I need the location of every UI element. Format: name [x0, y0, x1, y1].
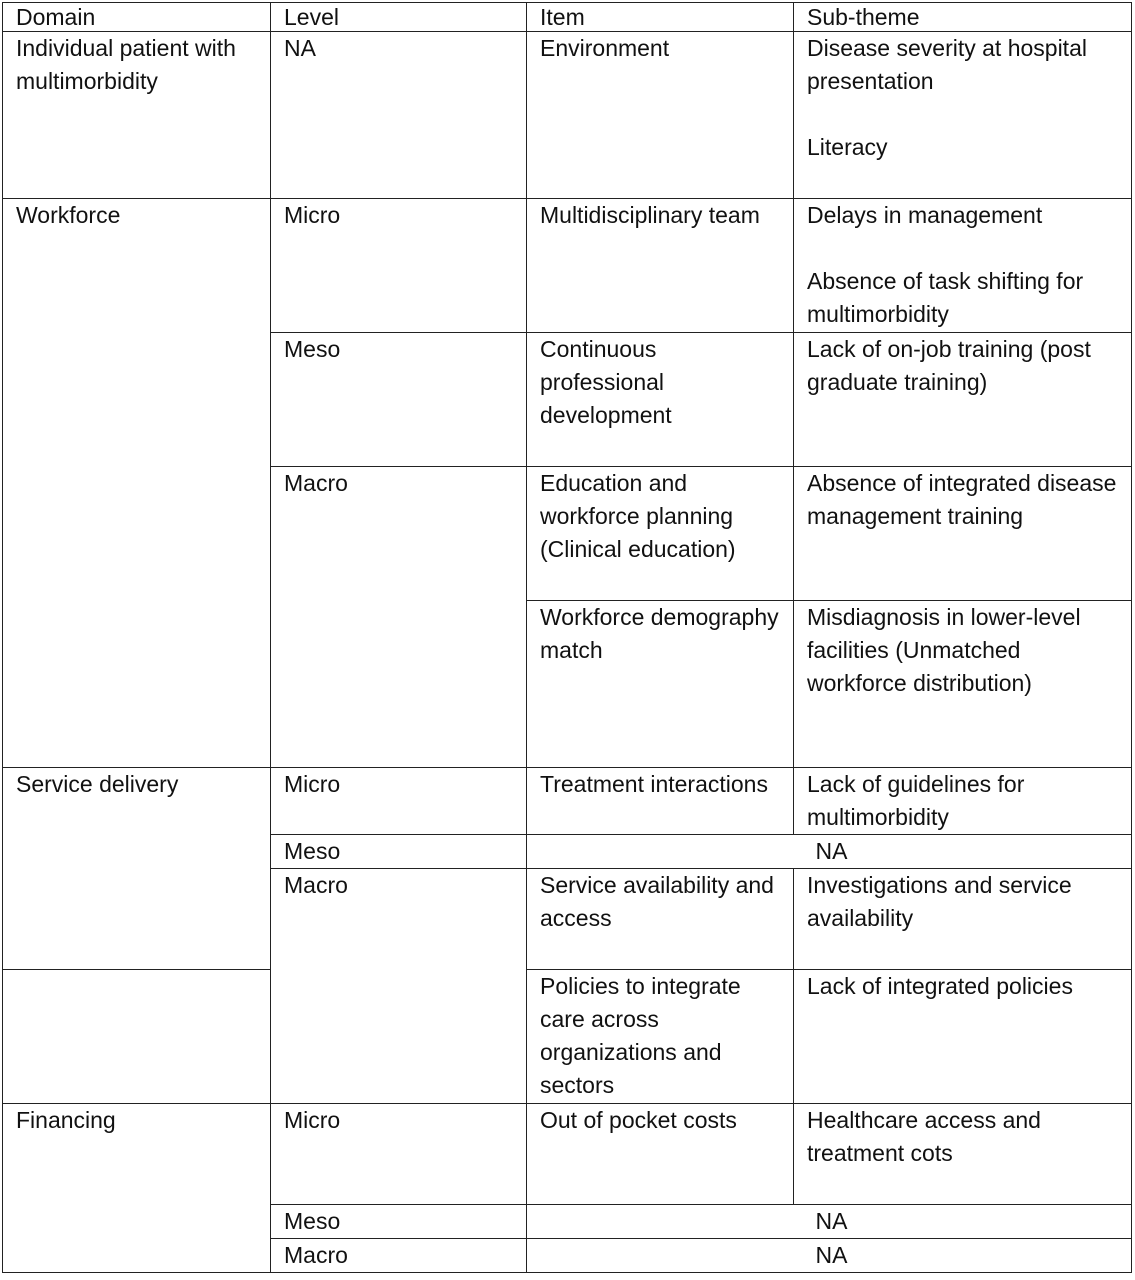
- level-cell: Macro: [271, 467, 527, 768]
- table-row: [3, 970, 1132, 1104]
- domain-cell: Service delivery: [3, 768, 271, 970]
- domain-cell: Workforce: [3, 199, 271, 768]
- item-cell: Continuous professional development: [527, 333, 794, 467]
- item-cell: Service availability and access: [527, 869, 794, 970]
- level-cell: Meso: [271, 333, 527, 467]
- level-cell: Macro: [271, 869, 527, 1104]
- level-cell: Meso: [271, 835, 527, 869]
- sub-theme-cell: Lack of on-job training (post graduate training): [794, 333, 1132, 467]
- item-cell: Policies to integrate care across organizations and sectors: [527, 970, 794, 1104]
- table-row: [3, 199, 1132, 333]
- na-cell: NA: [527, 1239, 1132, 1273]
- domain-cell: Financing: [3, 1104, 271, 1273]
- sub-theme-text: Literacy: [807, 134, 888, 160]
- level-cell: Micro: [271, 1104, 527, 1205]
- sub-theme-cell: Lack of integrated policies: [794, 970, 1132, 1104]
- paragraph-gap: [807, 98, 1123, 131]
- item-cell: Workforce demography match: [527, 601, 794, 768]
- table-row: [3, 1104, 1132, 1205]
- level-cell: Micro: [271, 199, 527, 333]
- sub-theme-cell: Misdiagnosis in lower-level facilities (Unmatched workforce distribution): [794, 601, 1132, 768]
- level-cell: Macro: [271, 1239, 527, 1273]
- item-cell: Multidisciplinary team: [527, 199, 794, 333]
- paragraph-gap: [807, 232, 1123, 265]
- item-cell: Education and workforce planning (Clinical education): [527, 467, 794, 601]
- sub-theme-text: Disease severity at hospital presentation: [807, 35, 1087, 94]
- item-cell: Environment: [527, 32, 794, 199]
- sub-theme-text: Absence of task shifting for multimorbidity: [807, 268, 1084, 327]
- na-cell: NA: [527, 1205, 1132, 1239]
- level-cell: Micro: [271, 768, 527, 835]
- sub-theme-cell: Lack of guidelines for multimorbidity: [794, 768, 1132, 835]
- themes-table: [2, 2, 1132, 1273]
- table-row: [3, 32, 1132, 199]
- sub-theme-text: Delays in management: [807, 202, 1043, 228]
- header-sub-theme: Sub-theme: [794, 3, 1132, 32]
- level-cell: NA: [271, 32, 527, 199]
- item-cell: Treatment interactions: [527, 768, 794, 835]
- sub-theme-cell: [794, 199, 1132, 333]
- header-item: Item: [527, 3, 794, 32]
- level-cell: Meso: [271, 1205, 527, 1239]
- domain-cell-empty: [3, 970, 271, 1104]
- header-level: Level: [271, 3, 527, 32]
- item-cell: Out of pocket costs: [527, 1104, 794, 1205]
- header-domain: Domain: [3, 3, 271, 32]
- sub-theme-cell: Absence of integrated disease management training: [794, 467, 1132, 601]
- sub-theme-cell: [794, 32, 1132, 199]
- sub-theme-cell: Investigations and service availability: [794, 869, 1132, 970]
- table-row: [3, 768, 1132, 835]
- domain-cell: Individual patient with multimorbidity: [3, 32, 271, 199]
- sub-theme-cell: Healthcare access and treatment cots: [794, 1104, 1132, 1205]
- header-row: [3, 3, 1132, 32]
- na-cell: NA: [527, 835, 1132, 869]
